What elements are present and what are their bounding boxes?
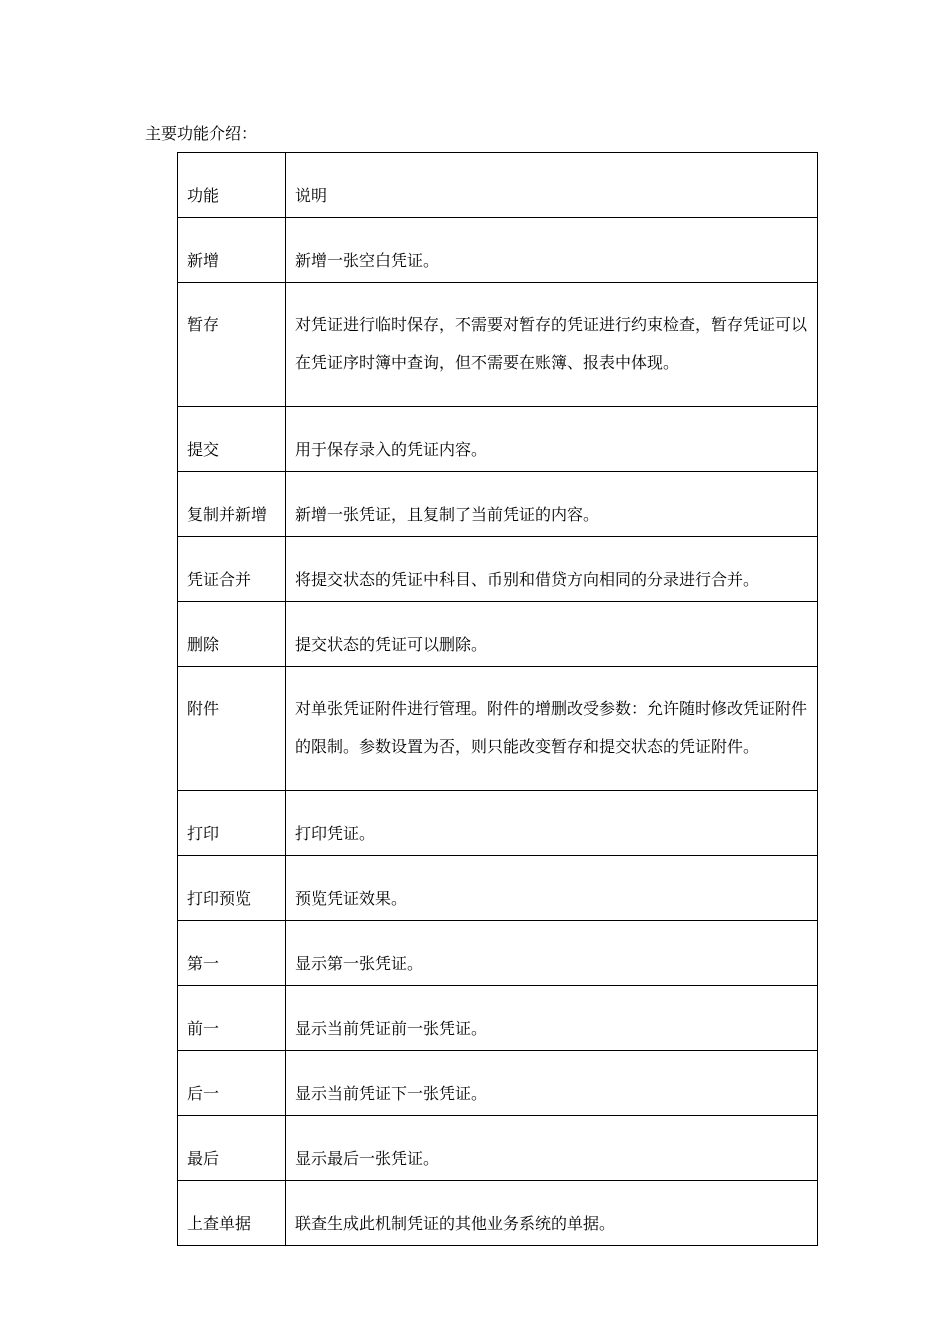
function-description: 提交状态的凭证可以删除。 bbox=[286, 602, 818, 667]
function-name: 复制并新增 bbox=[178, 472, 286, 537]
function-table bbox=[177, 152, 818, 1246]
function-description: 新增一张凭证，且复制了当前凭证的内容。 bbox=[286, 472, 818, 537]
function-description: 联查生成此机制凭证的其他业务系统的单据。 bbox=[286, 1181, 818, 1246]
table-header-row bbox=[178, 153, 818, 218]
table-row bbox=[178, 1051, 818, 1116]
table-row bbox=[178, 667, 818, 791]
function-description: 用于保存录入的凭证内容。 bbox=[286, 407, 818, 472]
table-row bbox=[178, 218, 818, 283]
function-description: 将提交状态的凭证中科目、币别和借贷方向相同的分录进行合并。 bbox=[286, 537, 818, 602]
header-function: 功能 bbox=[178, 153, 286, 218]
function-description: 显示当前凭证下一张凭证。 bbox=[286, 1051, 818, 1116]
function-description: 打印凭证。 bbox=[286, 791, 818, 856]
function-name: 删除 bbox=[178, 602, 286, 667]
table-row bbox=[178, 1181, 818, 1246]
table-row bbox=[178, 1116, 818, 1181]
function-name: 上查单据 bbox=[178, 1181, 286, 1246]
function-description: 新增一张空白凭证。 bbox=[286, 218, 818, 283]
table-row bbox=[178, 537, 818, 602]
table-row bbox=[178, 407, 818, 472]
table-row bbox=[178, 602, 818, 667]
table-row bbox=[178, 791, 818, 856]
table-row bbox=[178, 283, 818, 407]
function-name: 前一 bbox=[178, 986, 286, 1051]
function-name: 附件 bbox=[178, 667, 286, 791]
function-name: 提交 bbox=[178, 407, 286, 472]
table-row bbox=[178, 856, 818, 921]
function-name: 新增 bbox=[178, 218, 286, 283]
function-name: 凭证合并 bbox=[178, 537, 286, 602]
function-description: 预览凭证效果。 bbox=[286, 856, 818, 921]
function-name: 最后 bbox=[178, 1116, 286, 1181]
function-description: 对凭证进行临时保存，不需要对暂存的凭证进行约束检查，暂存凭证可以在凭证序时簿中查询，但不需要在账簿、报表中体现。 bbox=[286, 283, 818, 407]
table-row bbox=[178, 986, 818, 1051]
function-description: 显示当前凭证前一张凭证。 bbox=[286, 986, 818, 1051]
function-name: 后一 bbox=[178, 1051, 286, 1116]
function-name: 暂存 bbox=[178, 283, 286, 407]
header-description: 说明 bbox=[286, 153, 818, 218]
section-heading: 主要功能介绍： bbox=[145, 124, 258, 143]
table-row bbox=[178, 921, 818, 986]
table-row bbox=[178, 472, 818, 537]
function-description: 对单张凭证附件进行管理。附件的增删改受参数：允许随时修改凭证附件的限制。参数设置为否，则只能改变暂存和提交状态的凭证附件。 bbox=[286, 667, 818, 791]
function-name: 打印 bbox=[178, 791, 286, 856]
function-name: 打印预览 bbox=[178, 856, 286, 921]
function-description: 显示最后一张凭证。 bbox=[286, 1116, 818, 1181]
function-name: 第一 bbox=[178, 921, 286, 986]
function-description: 显示第一张凭证。 bbox=[286, 921, 818, 986]
